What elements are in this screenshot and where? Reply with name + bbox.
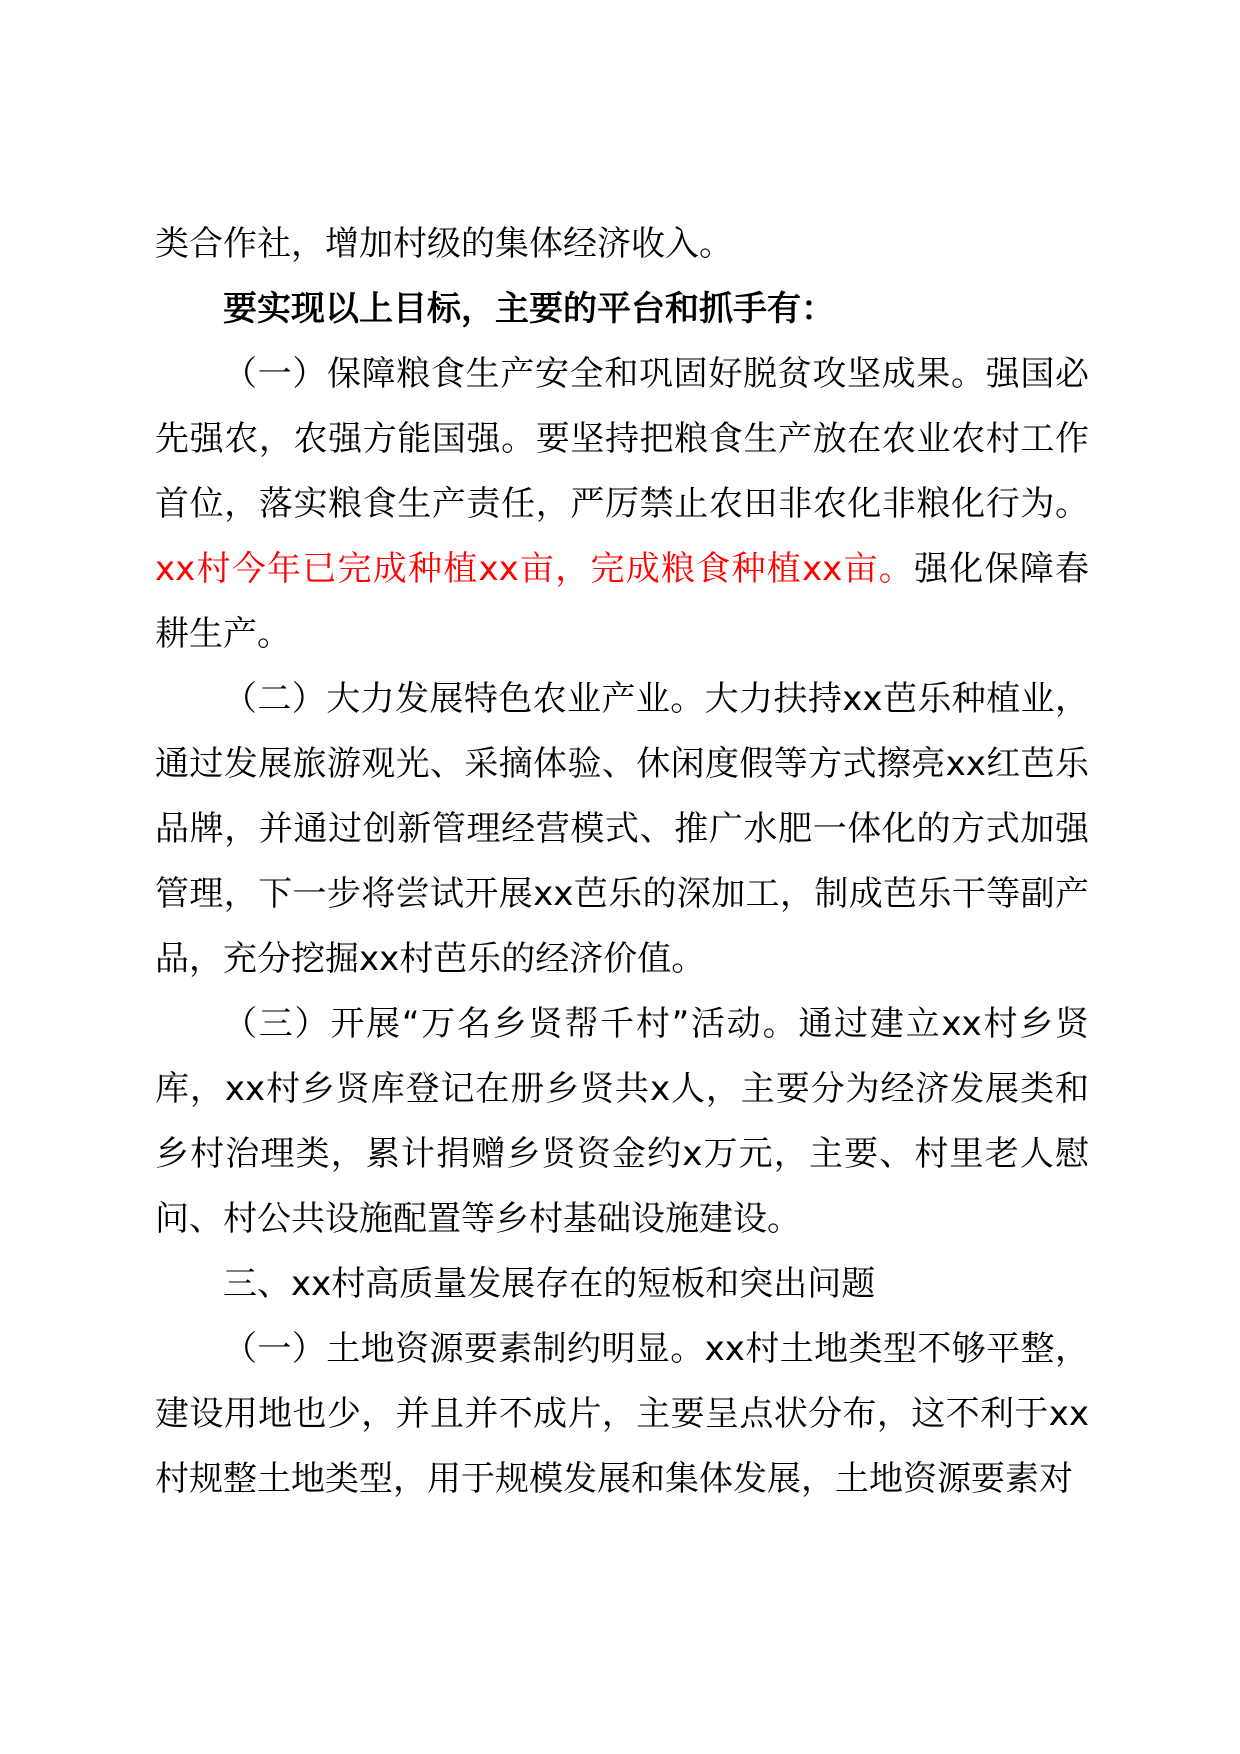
highlighted-planting-figures: xx村今年已完成种植xx亩，完成粮食种植xx亩。 bbox=[155, 549, 914, 589]
paragraph-grain-security bbox=[155, 342, 1089, 667]
document-body bbox=[155, 212, 1089, 1512]
paragraph-heading-platforms: 要实现以上目标，主要的平台和抓手有： bbox=[223, 289, 835, 329]
section-heading-problems: 三、xx村高质量发展存在的短板和突出问题 bbox=[223, 1264, 876, 1304]
paragraph-village-sages: （三）开展“万名乡贤帮千村”活动。通过建立xx村乡贤库，xx村乡贤库登记在册乡贤共x人，主要分为经济发展类和乡村治理类，累计捐赠乡贤资金约x万元，主要、村里老人慰问、村公共设施配置等乡村基础设施建设。 bbox=[155, 1004, 1089, 1239]
grain-security-text: （一）保障粮食生产安全和巩固好脱贫攻坚成果。强国必先强农，农强方能国强。要坚持把粮食生产放在农业农村工作首位，落实粮食生产责任，严厉禁止农田非农化非粮化行为。 bbox=[155, 354, 1089, 524]
spring-farming-text: 强化保障春耕生产。 bbox=[155, 549, 1090, 654]
paragraph-continuation: 类合作社，增加村级的集体经济收入。 bbox=[155, 224, 733, 264]
paragraph-land-resources: （一）土地资源要素制约明显。xx村土地类型不够平整，建设用地也少，并且并不成片，主要呈点状分布，这不利于xx村规整土地类型，用于规模发展和集体发展，土地资源要素对 bbox=[155, 1329, 1089, 1499]
paragraph-specialty-agriculture: （二）大力发展特色农业产业。大力扶持xx芭乐种植业，通过发展旅游观光、采摘体验、休闲度假等方式擦亮xx红芭乐品牌，并通过创新管理经营模式、推广水肥一体化的方式加强管理，下一步将尝试开展xx芭乐的深加工，制成芭乐干等副产品，充分挖掘xx村芭乐的经济价值。 bbox=[155, 679, 1089, 979]
